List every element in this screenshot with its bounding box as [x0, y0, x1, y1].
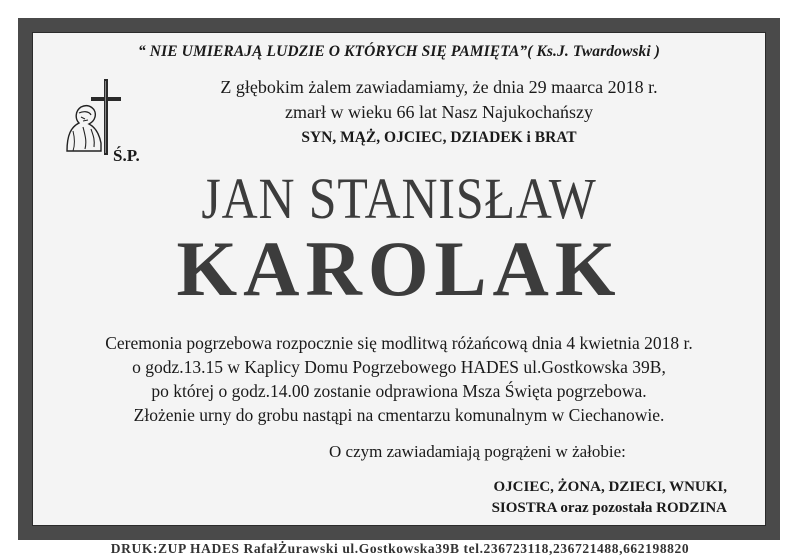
- intro-line-3: SYN, MĄŻ, OJCIEC, DZIADEK i BRAT: [301, 129, 577, 146]
- sp-label: Ś.P.: [113, 146, 140, 165]
- mourners-line-1: OJCIEC, ŻONA, DZIECI, WNUKI,: [493, 479, 727, 495]
- ceremony-line-4: Złożenie urny do grobu nastąpi na cmentarzu komunalnym w Ciechanowie.: [133, 405, 665, 425]
- printer-footer: DRUK:ZUP HADES RafałŻurawski ul.Gostkowska39B tel.236723118,236721488,662198820: [110, 541, 690, 556]
- intro-line-2: zmarł w wieku 66 lat Nasz Najukochańszy: [285, 102, 593, 122]
- obituary-panel: [32, 32, 766, 526]
- ceremony-line-2: o godz.13.15 w Kaplicy Domu Pogrzebowego HADES ul.Gostkowska 39B,: [132, 357, 666, 377]
- mourners-line-2: SIOSTRA oraz pozostała RODZINA: [491, 500, 727, 516]
- mourners-list: [492, 477, 727, 519]
- ceremony-line-3: po której o godz.14.00 zostanie odprawiona Msza Święta pogrzebowa.: [151, 381, 647, 401]
- deceased-surname: KAROLAK: [176, 225, 622, 312]
- motto-quote: “ NIE UMIERAJĄ LUDZIE O KTÓRYCH SIĘ PAMIĘTA”( Ks.J. Twardowski ): [137, 43, 661, 60]
- ceremony-details: [33, 331, 765, 427]
- mourning-notice: O czym zawiadamiają pogrążeni w żałobie:: [329, 442, 626, 461]
- intro-line-1: Z głębokim żalem zawiadamiamy, że dnia 29 maarca 2018 r.: [220, 77, 658, 97]
- deceased-first-names: JAN STANISŁAW: [201, 166, 597, 231]
- announcement-intro: [113, 75, 765, 150]
- ceremony-line-1: Ceremonia pogrzebowa rozpocznie się modlitwą różańcową dnia 4 kwietnia 2018 r.: [105, 333, 693, 353]
- mourning-border-frame: [18, 18, 780, 540]
